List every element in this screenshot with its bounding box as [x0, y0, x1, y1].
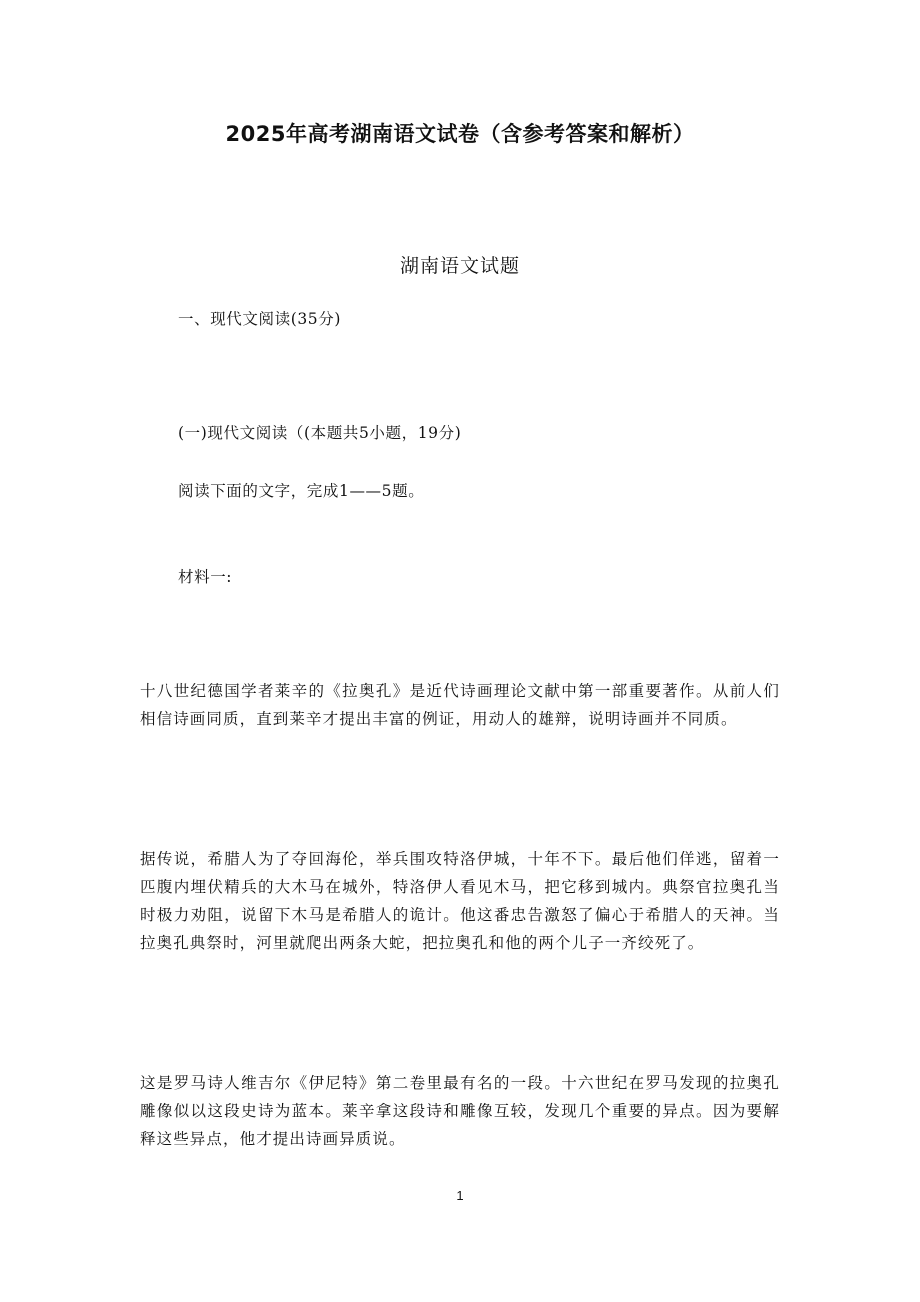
section-heading: 一、现代文阅读(35分)	[178, 310, 342, 328]
exam-subtitle: 湖南语文试题	[399, 255, 520, 277]
paragraph-1: 十八世纪德国学者莱辛的《拉奥孔》是近代诗画理论文献中第一部重要著作。从前人们相信诗画同质，直到莱辛才提出丰富的例证，用动人的雄辩，说明诗画并不同质。	[140, 682, 780, 728]
page-number: 1	[456, 1188, 464, 1203]
paragraph-2: 据传说，希腊人为了夺回海伦，举兵围攻特洛伊城，十年不下。最后他们佯逃，留着一匹腹内埋伏精兵的大木马在城外，特洛伊人看见木马，把它移到城内。典祭官拉奥孔当时极力劝阻，说留下木马是希腊人的诡计。他这番忠告激怒了偏心于希腊人的天神。当拉奥孔典祭时，河里就爬出两条大蛇，把拉奥孔和他的两个儿子一齐绞死了。	[140, 850, 780, 952]
subsection-heading: (一)现代文阅读（(本题共5小题，19分)	[178, 424, 462, 442]
paragraph-3: 这是罗马诗人维吉尔《伊尼特》第二卷里最有名的一段。十六世纪在罗马发现的拉奥孔雕像似以这段史诗为蓝本。莱辛拿这段诗和雕像互较，发现几个重要的异点。因为要解释这些异点，他才提出诗画异质说。	[140, 1074, 780, 1148]
document-title: 2025年高考湖南语文试卷（含参考答案和解析）	[225, 122, 695, 146]
reading-instruction: 阅读下面的文字，完成1——5题。	[178, 482, 425, 500]
material-label: 材料一:	[178, 568, 233, 586]
